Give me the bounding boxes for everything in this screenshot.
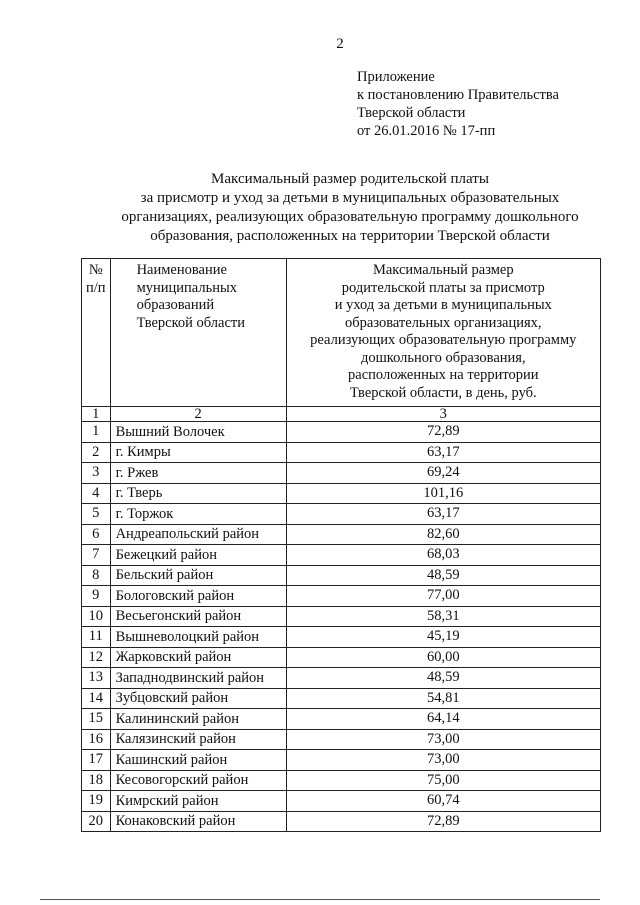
- municipality-name: Калининский район: [110, 709, 286, 730]
- table-row: [82, 606, 601, 627]
- municipality-name: Калязинский район: [110, 729, 286, 750]
- row-number: 11: [82, 627, 111, 648]
- municipality-name: Бельский район: [110, 565, 286, 586]
- row-number: 17: [82, 750, 111, 771]
- row-number: 20: [82, 811, 111, 832]
- appendix-block: [357, 68, 559, 140]
- row-number: 16: [82, 729, 111, 750]
- fees-table: [81, 258, 601, 832]
- fee-value: 101,16: [286, 483, 600, 504]
- row-number: 2: [82, 442, 111, 463]
- municipality-name: г. Ржев: [110, 463, 286, 484]
- header-text: образований: [136, 297, 215, 313]
- table-row: [82, 688, 601, 709]
- header-text: Наименование: [136, 262, 227, 278]
- table-row: [82, 524, 601, 545]
- row-number: 13: [82, 668, 111, 689]
- municipality-name: Кесовогорский район: [110, 770, 286, 791]
- fee-value: 68,03: [286, 545, 600, 566]
- fee-value: 73,00: [286, 729, 600, 750]
- title-line: образования, расположенных на территории Тверской области: [150, 228, 550, 244]
- municipality-name: Бологовский район: [110, 586, 286, 607]
- table-row: [82, 770, 601, 791]
- table-row: [82, 750, 601, 771]
- row-number: 4: [82, 483, 111, 504]
- table-row: [82, 463, 601, 484]
- table-body: [82, 422, 601, 832]
- row-number: 15: [82, 709, 111, 730]
- table-row: [82, 442, 601, 463]
- municipality-name: г. Кимры: [110, 442, 286, 463]
- municipality-name: Жарковский район: [110, 647, 286, 668]
- row-number: 18: [82, 770, 111, 791]
- row-number: 12: [82, 647, 111, 668]
- fee-value: 54,81: [286, 688, 600, 709]
- row-number: 9: [82, 586, 111, 607]
- row-number: 5: [82, 504, 111, 525]
- header-text: Максимальный размер: [372, 262, 514, 278]
- row-number: 19: [82, 791, 111, 812]
- header-text: родительской платы за присмотр: [341, 279, 545, 296]
- page-number: 2: [336, 36, 344, 52]
- municipality-name: Кимрский район: [110, 791, 286, 812]
- fee-value: 58,31: [286, 606, 600, 627]
- row-number: 1: [82, 422, 111, 443]
- table-row: [82, 586, 601, 607]
- fee-value: 77,00: [286, 586, 600, 607]
- appendix-line: Тверской области: [357, 105, 466, 121]
- title-line: за присмотр и уход за детьми в муниципальных образовательных: [140, 190, 560, 206]
- fee-value: 72,89: [286, 422, 600, 443]
- header-fee: [286, 259, 600, 407]
- appendix-line: к постановлению Правительства: [357, 87, 559, 103]
- row-number: 6: [82, 524, 111, 545]
- fee-value: 60,00: [286, 647, 600, 668]
- appendix-line: от 26.01.2016 № 17-пп: [357, 123, 496, 139]
- bottom-rule: [40, 899, 600, 900]
- column-index: 3: [286, 407, 600, 422]
- table-row: [82, 647, 601, 668]
- table-row: [82, 545, 601, 566]
- table-row: [82, 627, 601, 648]
- municipality-name: г. Торжок: [110, 504, 286, 525]
- title-line: Максимальный размер родительской платы: [211, 171, 489, 187]
- column-index: 1: [82, 407, 111, 422]
- table-row: [82, 811, 601, 832]
- header-text: №: [88, 262, 103, 278]
- header-text: Тверской области, в день, руб.: [349, 384, 537, 401]
- header-num: [82, 259, 111, 407]
- municipality-name: Весьегонский район: [110, 606, 286, 627]
- fee-value: 48,59: [286, 668, 600, 689]
- table-row: [82, 729, 601, 750]
- header-text: дошкольного образования,: [360, 349, 526, 366]
- document-title: [90, 170, 610, 246]
- row-number: 10: [82, 606, 111, 627]
- fee-value: 48,59: [286, 565, 600, 586]
- fee-value: 64,14: [286, 709, 600, 730]
- municipality-name: Кашинский район: [110, 750, 286, 771]
- fee-value: 72,89: [286, 811, 600, 832]
- fee-value: 63,17: [286, 442, 600, 463]
- header-name: [110, 259, 286, 407]
- table-row: [82, 791, 601, 812]
- municipality-name: Западнодвинский район: [110, 668, 286, 689]
- table-row: [82, 504, 601, 525]
- fee-value: 75,00: [286, 770, 600, 791]
- row-number: 14: [82, 688, 111, 709]
- header-text: п/п: [86, 279, 106, 296]
- title-line: организациях, реализующих образовательную программу дошкольного: [121, 209, 579, 225]
- fee-value: 69,24: [286, 463, 600, 484]
- municipality-name: Вышний Волочек: [110, 422, 286, 443]
- fee-value: 73,00: [286, 750, 600, 771]
- row-number: 8: [82, 565, 111, 586]
- table-row: [82, 422, 601, 443]
- fee-value: 45,19: [286, 627, 600, 648]
- column-index: 2: [110, 407, 286, 422]
- municipality-name: г. Тверь: [110, 483, 286, 504]
- table-row: [82, 668, 601, 689]
- municipality-name: Вышневолоцкий район: [110, 627, 286, 648]
- row-number: 7: [82, 545, 111, 566]
- municipality-name: Бежецкий район: [110, 545, 286, 566]
- row-number: 3: [82, 463, 111, 484]
- header-text: образовательных организациях,: [345, 314, 542, 331]
- table-row: [82, 483, 601, 504]
- header-text: муниципальных: [136, 279, 237, 296]
- table-row: [82, 565, 601, 586]
- municipality-name: Зубцовский район: [110, 688, 286, 709]
- fee-value: 60,74: [286, 791, 600, 812]
- header-text: расположенных на территории: [348, 367, 539, 383]
- header-text: и уход за детьми в муниципальных: [334, 297, 552, 313]
- column-index-row: [82, 407, 601, 422]
- fee-value: 82,60: [286, 524, 600, 545]
- header-text: Тверской области: [136, 314, 245, 331]
- header-text: реализующих образовательную программу: [310, 332, 577, 348]
- table-row: [82, 709, 601, 730]
- municipality-name: Андреапольский район: [110, 524, 286, 545]
- fee-value: 63,17: [286, 504, 600, 525]
- appendix-line: Приложение: [357, 69, 435, 85]
- municipality-name: Конаковский район: [110, 811, 286, 832]
- table-header-row: [82, 259, 601, 407]
